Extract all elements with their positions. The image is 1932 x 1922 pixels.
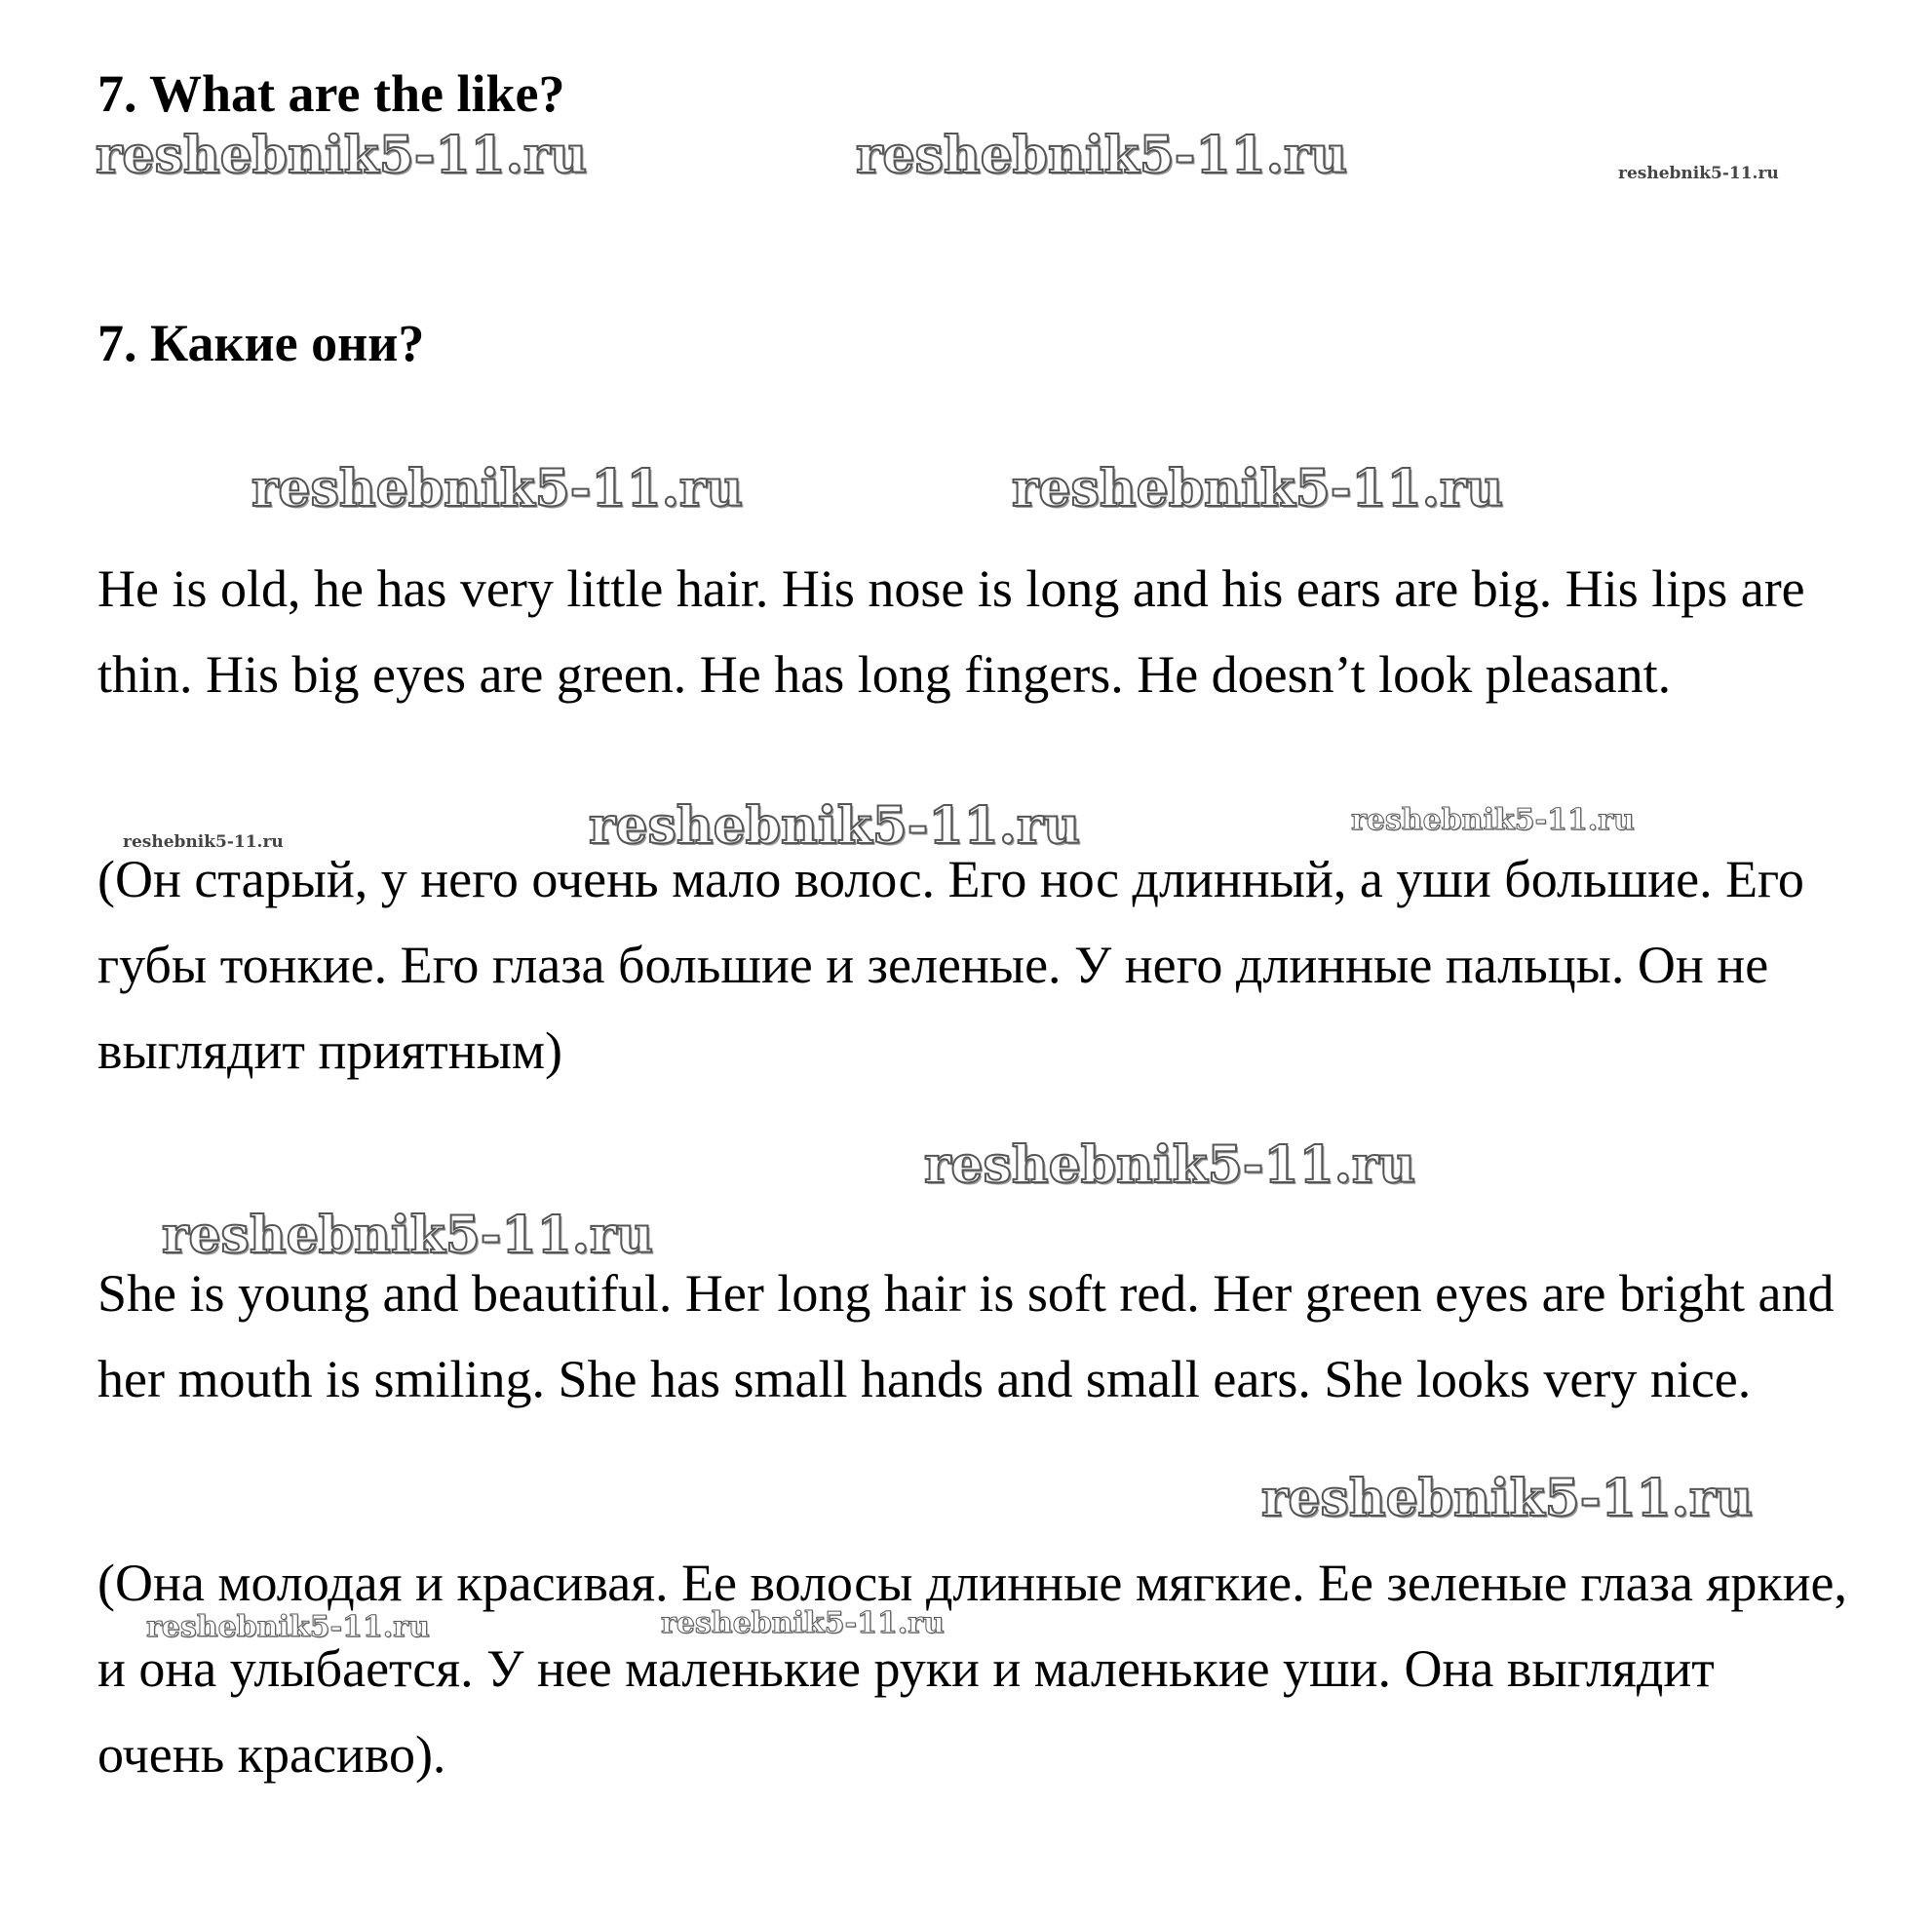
exercise-title-russian: 7. Какие они? — [97, 314, 425, 372]
watermark: reshebnik5-11.ru — [661, 1606, 945, 1640]
watermark: reshebnik5-11.ru — [924, 1135, 1416, 1195]
watermark: reshebnik5-11.ru — [856, 126, 1348, 185]
watermark: reshebnik5-11.ru — [123, 832, 284, 852]
paragraph-english-1: He is old, he has very little hair. His nose is long and his ears are big. His lips are thin. His big eyes are green. He has long fingers. He doesn’t look pleasant. — [97, 559, 1805, 704]
paragraph-english-2: She is young and beautiful. Her long hair is soft red. Her green eyes are bright and her mouth is smiling. She has small hands and small ears. She looks very nice. — [97, 1264, 1835, 1408]
watermark: reshebnik5-11.ru — [162, 1206, 654, 1265]
watermark: reshebnik5-11.ru — [1618, 164, 1779, 183]
paragraph-russian-1: (Он старый, у него очень мало волос. Его нос длинный, а уши большие. Его губы тонкие. Его глаза большие и зеленые. У него длинные пальцы. Он не выглядит приятным) — [97, 850, 1804, 1080]
watermark: reshebnik5-11.ru — [96, 126, 588, 185]
watermark: reshebnik5-11.ru — [1012, 459, 1504, 519]
paragraph-russian-2: (Она молодая и красивая. Ее волосы длинные мягкие. Ее зеленые глаза яркие, и она улыбается. У нее маленькие руки и маленькие уши. Она выглядит очень красиво). — [97, 1554, 1847, 1784]
watermark: reshebnik5-11.ru — [1261, 1469, 1754, 1528]
watermark: reshebnik5-11.ru — [146, 1610, 430, 1644]
watermark: reshebnik5-11.ru — [251, 459, 744, 519]
watermark: reshebnik5-11.ru — [1351, 803, 1635, 837]
watermark: reshebnik5-11.ru — [589, 796, 1081, 856]
exercise-title-english: 7. What are the like? — [97, 64, 565, 123]
